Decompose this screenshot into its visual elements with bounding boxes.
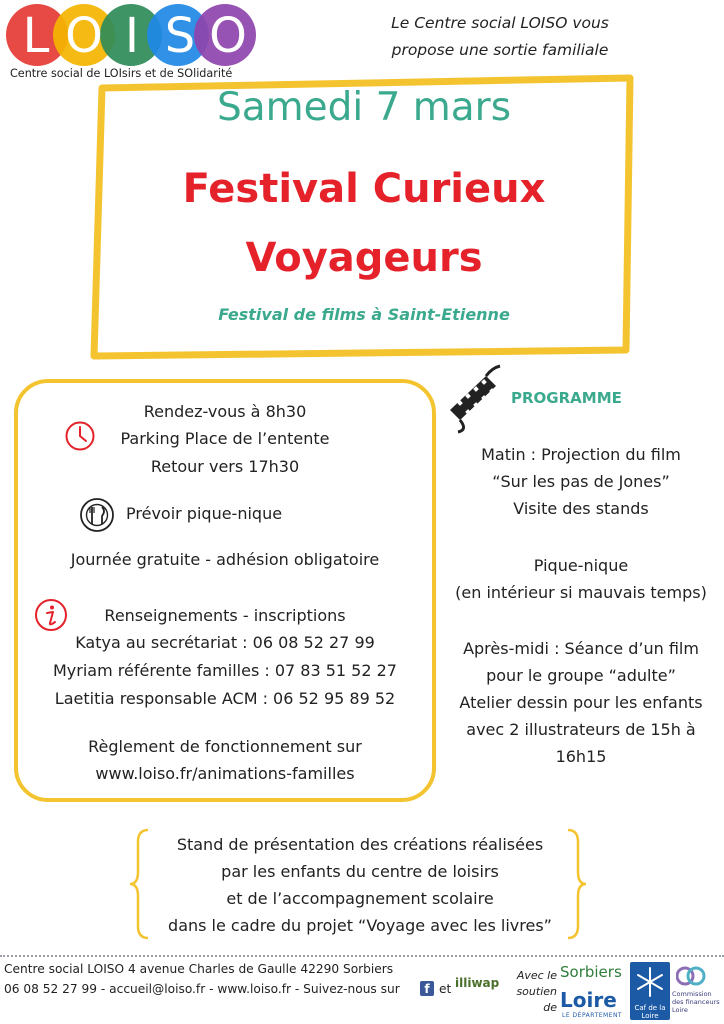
programme-line: Visite des stands xyxy=(513,499,649,518)
programme-line: 16h15 xyxy=(555,747,607,766)
film-reel-icon xyxy=(444,362,502,434)
footer-divider xyxy=(0,955,724,957)
intro-line: Le Centre social LOISO vous xyxy=(391,14,609,32)
programme-line: Après-midi : Séance d’un film xyxy=(463,639,699,658)
commission-logo-text: Commission des financeurs Loire xyxy=(672,990,720,1014)
intro-text xyxy=(355,10,645,64)
logo-letters xyxy=(12,8,252,64)
event-title xyxy=(90,155,638,293)
meeting-place: Parking Place de l’entente xyxy=(120,429,330,448)
programme-line: avec 2 illustrateurs de 15h à xyxy=(466,720,696,739)
contact-line: Katya au secrétariat : 06 08 52 27 99 xyxy=(75,633,375,652)
programme-line: “Sur les pas de Jones” xyxy=(492,472,670,491)
programme-title: PROGRAMME xyxy=(511,389,622,407)
support-text xyxy=(511,968,557,1016)
stand-line: par les enfants du centre de loisirs xyxy=(221,862,499,881)
logo-letter: S xyxy=(164,8,196,64)
stand-line: dans le cadre du projet “Voyage avec les livres” xyxy=(168,916,552,935)
logo-letter: I xyxy=(124,8,140,64)
commission-logo-icon xyxy=(676,964,706,988)
loire-logo: Loire xyxy=(560,988,617,1012)
caf-logo-text: Caf de la Loire xyxy=(634,1004,666,1020)
stand-line: Stand de présentation des créations réalisées xyxy=(176,835,544,854)
contacts-title: Renseignements - inscriptions xyxy=(104,606,346,625)
event-title-line: Festival Curieux xyxy=(182,166,546,212)
facebook-icon[interactable]: f xyxy=(420,981,434,996)
event-date: Samedi 7 mars xyxy=(216,85,512,130)
event-title-line: Voyageurs xyxy=(245,235,483,281)
support-line: soutien de xyxy=(516,985,557,1014)
programme-line: (en intérieur si mauvais temps) xyxy=(455,583,707,602)
footer-address: Centre social LOISO 4 avenue Charles de Gaulle 42290 Sorbiers xyxy=(4,962,394,976)
picnic-note: Prévoir pique-nique xyxy=(126,504,283,523)
event-subtitle: Festival de films à Saint-Etienne xyxy=(218,305,510,324)
footer-contact[interactable]: 06 08 52 27 99 - accueil@loiso.fr - www.loiso.fr - Suivez-nous sur xyxy=(4,982,400,996)
meeting-time: Rendez-vous à 8h30 xyxy=(143,402,307,421)
logo-letter: O xyxy=(65,8,103,64)
programme-line: Pique-nique xyxy=(533,556,629,575)
snowflake-icon xyxy=(630,962,670,1002)
contact-line: Myriam référente familles : 07 83 51 52 27 xyxy=(53,661,397,680)
illiwap-logo[interactable]: illiwap xyxy=(455,976,500,990)
sorbiers-logo: Sorbiers xyxy=(560,963,622,981)
footer-and: et xyxy=(439,982,452,996)
logo-letter: L xyxy=(22,8,50,64)
loire-logo-sub: LE DÉPARTEMENT xyxy=(562,1012,623,1019)
support-line: Avec le xyxy=(516,969,557,982)
contact-line: Laetitia responsable ACM : 06 52 95 89 52 xyxy=(54,689,396,708)
intro-line: propose une sortie familiale xyxy=(391,41,609,59)
stand-line: et de l’accompagnement scolaire xyxy=(226,889,494,908)
programme-line: Matin : Projection du film xyxy=(481,445,681,464)
programme-line: Atelier dessin pour les enfants xyxy=(459,693,703,712)
rules-link[interactable]: www.loiso.fr/animations-familles xyxy=(95,764,355,783)
programme-line: pour le groupe “adulte” xyxy=(486,666,676,685)
rules-line: Règlement de fonctionnement sur xyxy=(88,737,362,756)
return-time: Retour vers 17h30 xyxy=(150,457,300,476)
plate-icon xyxy=(78,496,116,534)
logo-tagline: Centre social de LOIsirs et de SOlidarité xyxy=(10,67,233,80)
fee-note: Journée gratuite - adhésion obligatoire xyxy=(70,550,380,569)
logo-letter: O xyxy=(209,8,247,64)
loiso-logo xyxy=(6,4,256,84)
